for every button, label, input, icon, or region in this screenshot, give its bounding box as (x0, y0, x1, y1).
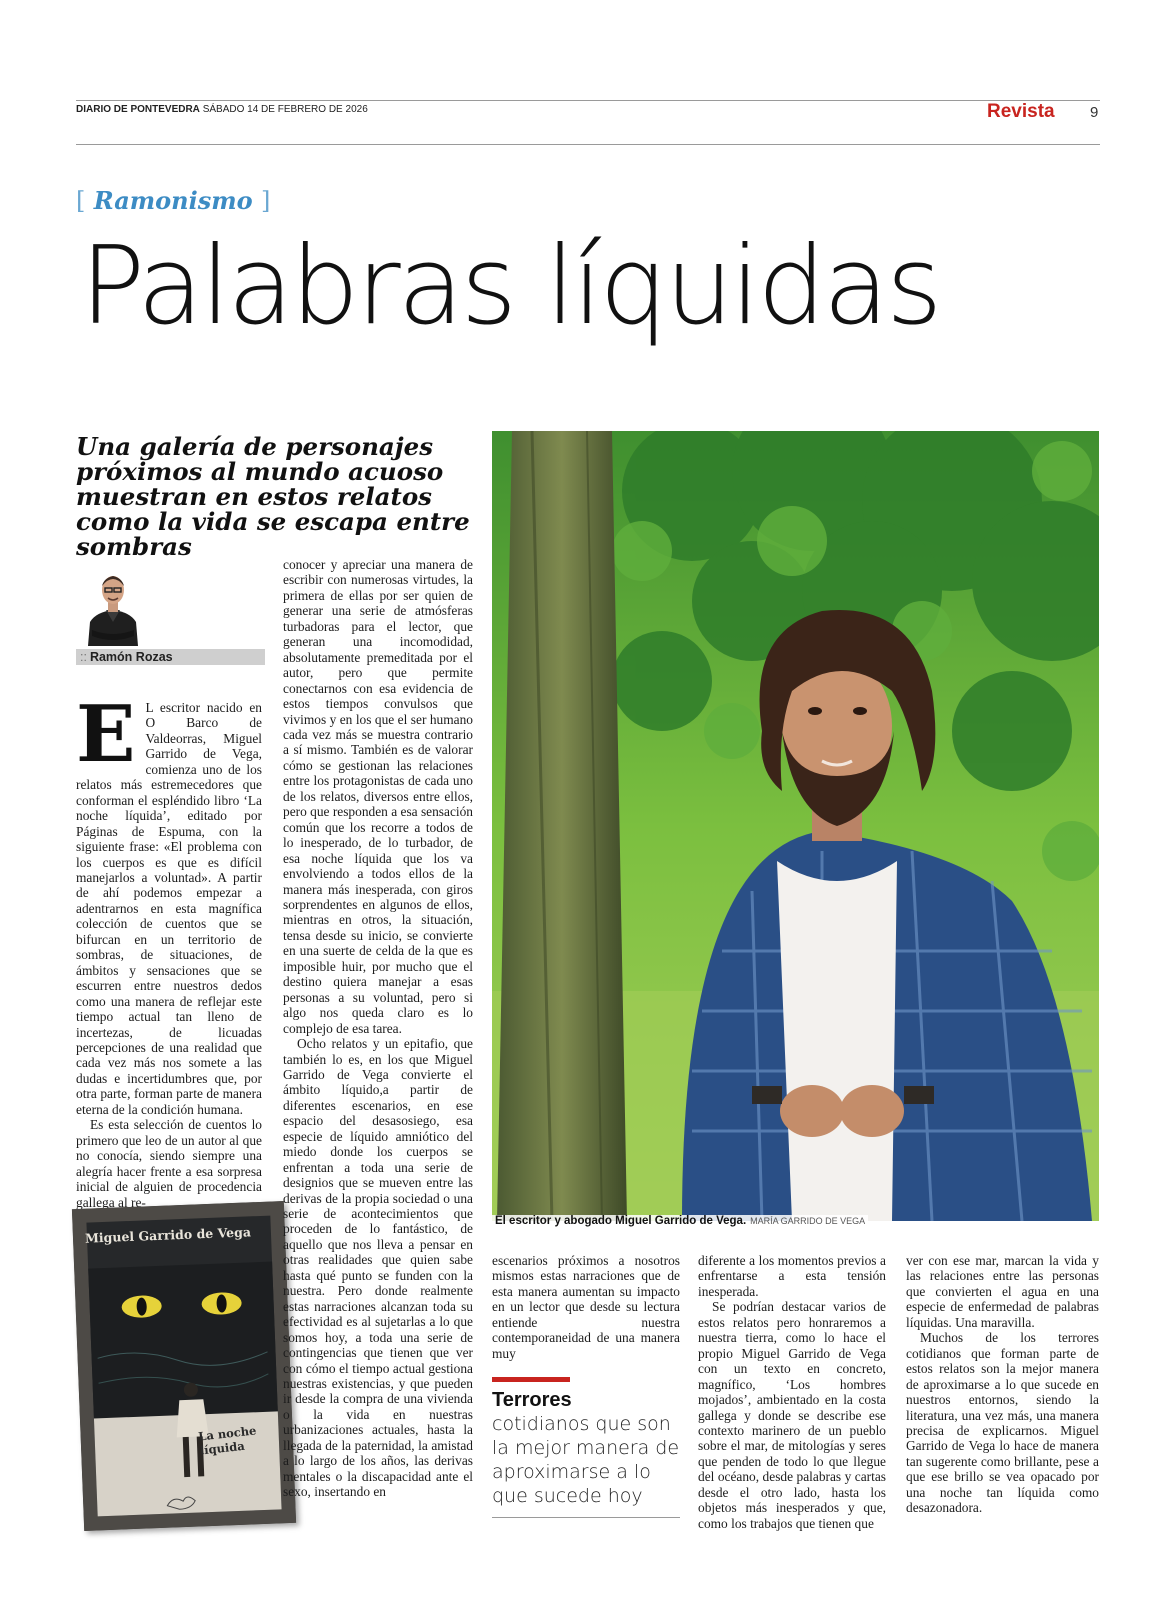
kicker-open-bracket: [ (76, 187, 86, 215)
author-byline (76, 649, 265, 665)
kicker-label: Ramonismo (93, 186, 253, 215)
drop-cap: E (76, 689, 136, 780)
paragraph: Se podrían destacar varios de estos relatos pero honraremos a nuestra tierra, como lo hace el propio Miguel Garrido de Vega con un texto en concreto, magnífico, ‘Los hombres mojados’, ambientado en la costa gallega y donde se describe ese contexto marinero de un pueblo sobre el mar, de mitologías y seres que penden de todo lo que llegue del océano, desde palabras y cartas desde el otro lado, hasta los objetos más inesperados y que, como los trabajos que tienen que (698, 1299, 886, 1531)
paragraph: Es esta selección de cuentos lo primero que leo de un autor al que no conocía, siendo siempre una alegría hacer frente a esa sorpresa inicial de alguien de procedencia gallega al re- (76, 1117, 262, 1210)
book-title: La noche líquida (197, 1423, 258, 1458)
paragraph: Ocho relatos y un epitafio, que también lo es, en los que Miguel Garrido de Vega convierte el ámbito líquido,a partir de diferentes escenarios, en ese espacio del desasosiego, esa especie de líquido amniótico del miedo donde los cuerpos se enfrentan a toda una serie de designios que se mueven entre las derivas de la propia sociedad o una serie de acontecimientos que proceden de lo fantástico, de aquello que nos lleva a pensar en otras realidades que quien sabe hasta qué punto se funden con la nuestra. Pero donde realmente estas narraciones alcanzan toda su efectividad es al sujetarlas a lo que somos hoy, a toda una serie de contingencias que tienen que ver con cómo el tiempo actual gestiona nuestras existencias, y que pueden ir desde la compra de una vivienda o la vida en nuestras urbanizaciones actuales, hasta la llegada de la paternidad, la amistad a lo largo de los años, las derivas mentales o la discapacidad ante el sexo, insertando en (283, 1036, 473, 1500)
photo-credit: MARÍA GARRIDO DE VEGA (750, 1216, 866, 1226)
writer-photo-image (492, 431, 1099, 1221)
header-bottom-rule (76, 144, 1100, 145)
writer-photo (492, 431, 1099, 1221)
paragraph: conocer y apreciar una manera de escribir con numerosas virtudes, la primera de ellas por ser quien de generar una serie de atmósferas turbadoras para el lector, que generan una incomodidad, absolutamente premeditada por el autor, pero que permite conectarnos con esa evidencia de estos tiempos convulsos que vivimos y en los que el ser humano cada vez más se muestra contrario a sí mismo. También es de valorar cómo se gestionan las relaciones entre los protagonistas de cada uno de los relatos, diversos entre ellos, pero que responden a esa sensación común que los recorre a todos de lo inesperado, de lo turbador, de esa noche líquida que los va envolviendo a todos ellos de la manera más inesperada, con giros sorprendentes en algunos de ellos, mientras en otros, la situación, tensa desde su inicio, se convierte en una suerte de celda de la que es imposible huir, por mucho que el destino quiera manejar a esas personas a su voluntad, pero si algo nos queda claro es lo complejo de esa tarea. (283, 557, 473, 1036)
author-avatar (84, 564, 142, 646)
photo-caption (492, 1215, 868, 1227)
article-subtitle: Una galería de personajes próximos al mundo acuoso muestran en estos relatos como la vida se escapa entre sombras (76, 432, 470, 561)
pull-quote-rule (492, 1377, 570, 1382)
column-3 (492, 1253, 680, 1361)
header-top-rule (76, 100, 1100, 101)
section-kicker (76, 186, 270, 215)
byline-marker: :: (80, 650, 87, 664)
pull-quote-text: cotidianos que son la mejor manera de aproximarse a lo que sucede hoy (492, 1413, 680, 1507)
kicker-close-bracket: ] (261, 187, 271, 215)
header-paper-date (76, 104, 368, 115)
page-number: 9 (1090, 104, 1099, 121)
column-1 (76, 689, 262, 1210)
column-2 (283, 557, 473, 1500)
paragraph: escenarios próximos a nosotros mismos estas narraciones que de esta manera aumentan su impacto en un lector que desde su lectura entiende nuestra contemporaneidad de una manera muy (492, 1253, 680, 1361)
pull-quote-bottom-rule (492, 1517, 680, 1518)
paragraph: Muchos de los terrores cotidianos que forman parte de estos relatos son la mejor manera de aproximarse a lo que sucede en nuestros entornos, siendo la literatura, una vez más, una manera precisa de explicarnos. Miguel Garrido de Vega lo hace de manera tan sugerente como brillante, pese a que ese brillo se vea opacado por una noche tan líquida como desazonadora. (906, 1330, 1099, 1516)
column-5 (906, 1253, 1099, 1516)
issue-date: SÁBADO 14 DE FEBRERO DE 2026 (202, 104, 368, 115)
book-cover (72, 1201, 296, 1531)
paper-name: DIARIO DE PONTEVEDRA (76, 104, 200, 115)
paragraph: diferente a los momentos previos a enfrentarse a esta tensión inesperada. (698, 1253, 886, 1299)
author-name: Ramón Rozas (89, 650, 173, 664)
paragraph: ver con ese mar, marcan la vida y las relaciones entre las personas que convierten el agua en una especie de enfermedad de palabras líquidas. Una maravilla. (906, 1253, 1099, 1330)
book-author: Miguel Garrido de Vega (84, 1224, 252, 1246)
book-cover-art (72, 1201, 296, 1531)
pull-quote-title: Terrores (492, 1389, 572, 1411)
section-name: Revista (987, 101, 1055, 122)
page-title: Palabras líquidas (80, 224, 940, 349)
column-4 (698, 1253, 886, 1531)
paragraph: L escritor nacido en O Barco de Valdeorras, Miguel Garrido de Vega, comienza uno de los relatos más estremecedores que conforman el espléndido libro ‘La noche líquida’, editado por Páginas de Espuma, con la siguiente frase: «El problema con los cuerpos es que es difícil manejarlos a voluntad». A partir de ahí podemos empezar a adentrarnos en esta magnífica colección de cuentos que se bifurcan en un territorio de sombras, de situaciones, de ámbitos y sensaciones que se escurren entre nuestros dedos como una manera de reflejar este tiempo actual tan lleno de incertezas, de licuadas percepciones de una realidad que cada vez más nos somete a las dudas e incertidumbres que, por otra parte, forman parte de manera eterna de la condición humana. (76, 700, 262, 1117)
caption-text: El escritor y abogado Miguel Garrido de Vega. (495, 1215, 747, 1227)
